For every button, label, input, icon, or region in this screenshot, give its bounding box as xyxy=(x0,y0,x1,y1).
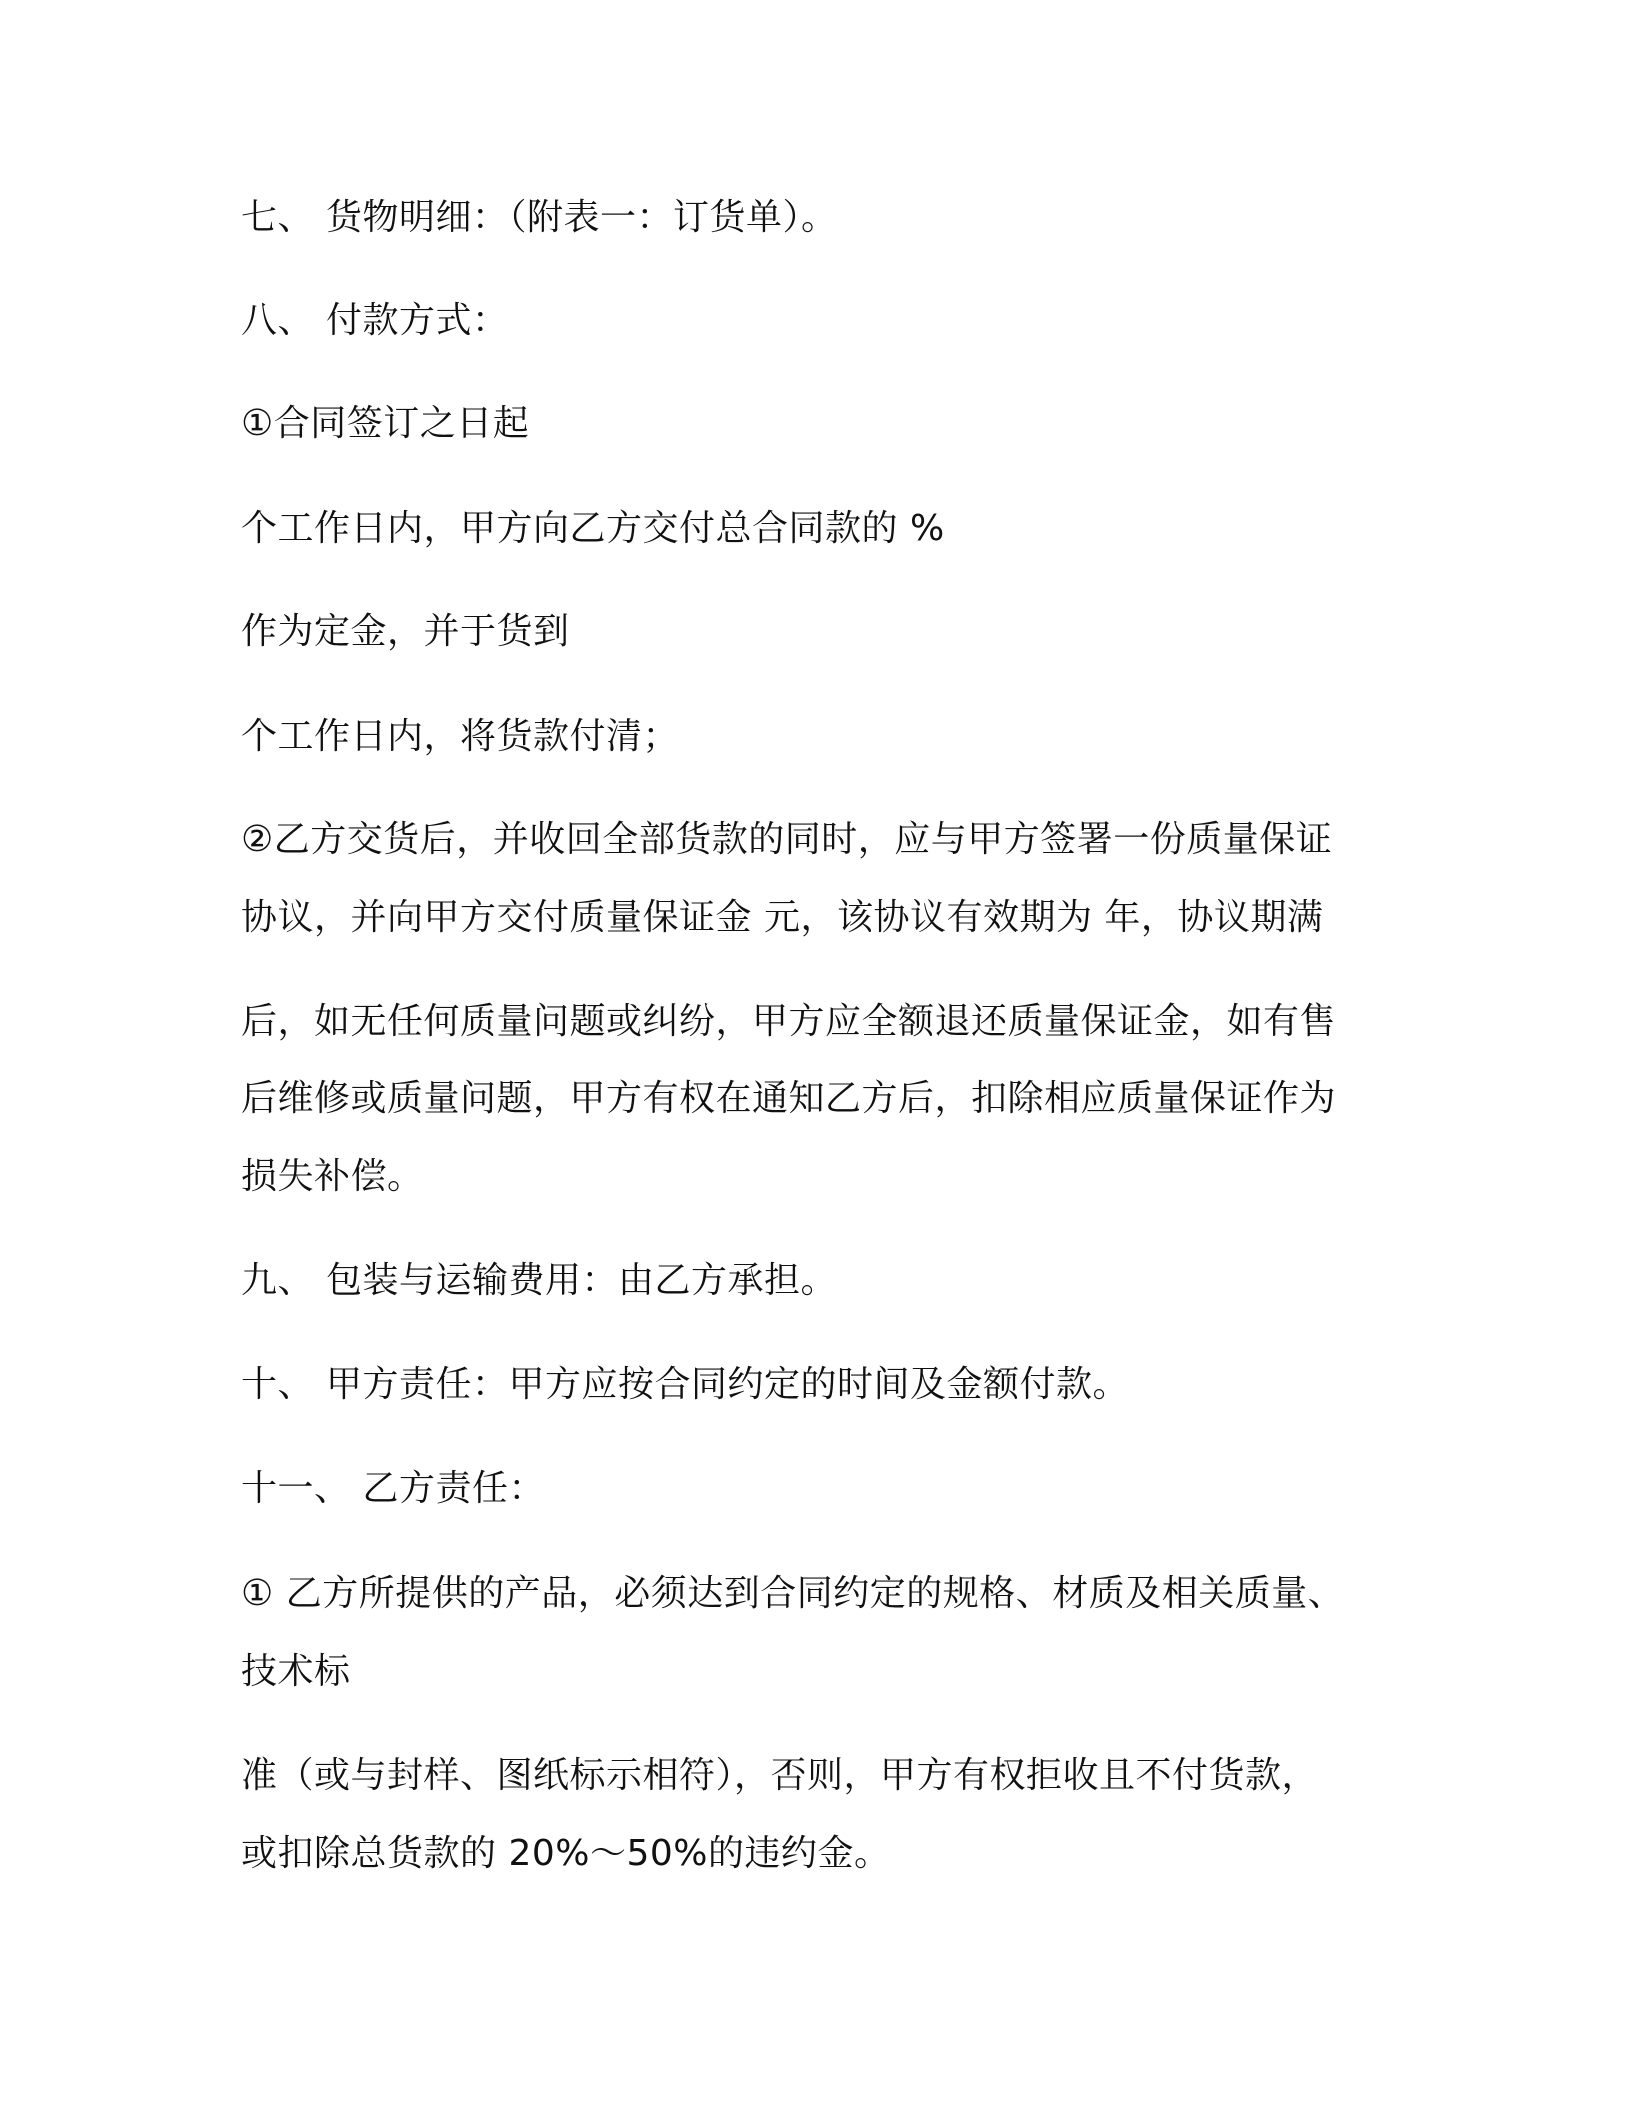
clause-10-party-a-duty: 十、 甲方责任：甲方应按合同约定的时间及金额付款。 xyxy=(241,1364,1129,1405)
payment-item-1-line-1: ①合同签订之日起 xyxy=(241,403,530,444)
party-b-item-1-line-2: 技术标 xyxy=(241,1651,351,1692)
payment-item-1-line-4: 个工作日内，将货款付清； xyxy=(241,716,680,757)
clause-11-party-b-heading: 十一、 乙方责任： xyxy=(241,1468,545,1509)
party-b-item-1-line-3: 准（或与封样、图纸标示相符），否则，甲方有权拒收且不付货款， xyxy=(241,1755,1319,1796)
clause-7-goods-details: 七、 货物明细：（附表一：订货单）。 xyxy=(241,197,838,238)
payment-item-2-line-2: 协议，并向甲方交付质量保证金 元，该协议有效期为 年，协议期满 xyxy=(241,897,1324,938)
payment-item-1-line-2: 个工作日内，甲方向乙方交付总合同款的 % xyxy=(241,508,945,549)
party-b-item-1-line-1: ① 乙方所提供的产品，必须达到合同约定的规格、材质及相关质量、 xyxy=(241,1573,1345,1614)
payment-item-2-line-5: 损失补偿。 xyxy=(241,1156,424,1197)
party-b-item-1-line-4: 或扣除总货款的 20%～50%的违约金。 xyxy=(241,1833,891,1874)
clause-8-payment-heading: 八、 付款方式： xyxy=(241,300,509,341)
payment-item-2-line-1: ②乙方交货后，并收回全部货款的同时，应与甲方签署一份质量保证 xyxy=(241,819,1333,860)
payment-item-1-line-3: 作为定金，并于货到 xyxy=(241,611,570,652)
payment-item-2-line-4: 后维修或质量问题，甲方有权在通知乙方后，扣除相应质量保证作为 xyxy=(241,1078,1337,1119)
payment-item-2-line-3: 后，如无任何质量问题或纠纷，甲方应全额退还质量保证金，如有售 xyxy=(241,1001,1337,1042)
clause-9-packaging: 九、 包装与运输费用：由乙方承担。 xyxy=(241,1260,837,1301)
